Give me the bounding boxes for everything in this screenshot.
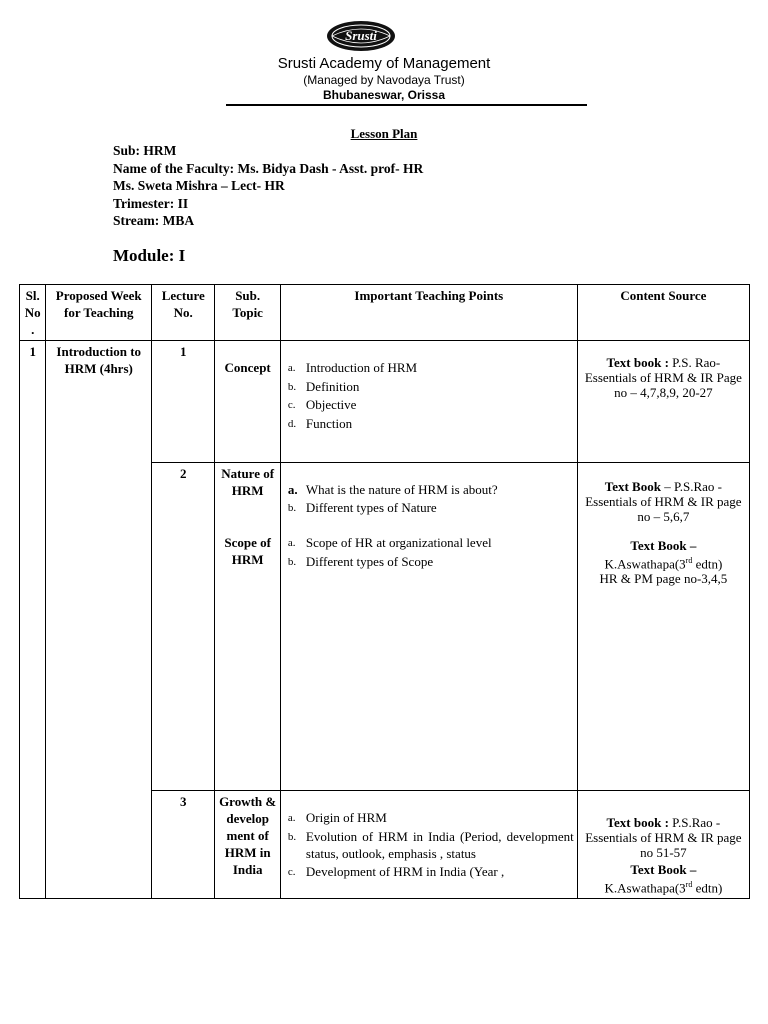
stream-line: Stream: MBA xyxy=(113,213,195,228)
subtopic-label: Scope of HRM xyxy=(224,535,271,567)
cell-subtopic xyxy=(215,341,280,463)
logo-text: Srusti xyxy=(345,28,377,43)
lesson-plan-title: Lesson Plan xyxy=(350,126,418,141)
header-week: Proposed Week for Teaching xyxy=(46,285,152,341)
header-points: Important Teaching Points xyxy=(280,285,577,341)
list-item: a. Introduction of HRM xyxy=(287,360,418,375)
cell-points xyxy=(280,463,577,791)
cell-source xyxy=(577,341,749,463)
list-item: b. Evolution of HRM in India (Period, development status, outlook, emphasis , status xyxy=(287,828,574,861)
cell-subtopic: Growth & develop ment of HRM in India xyxy=(215,791,280,899)
source-ref: Text Book – K.Aswathapa(3rd edtn) HR & PM page no-3,4,5 xyxy=(599,538,728,587)
module-heading: Module: I xyxy=(113,246,186,265)
list-item: c. Objective xyxy=(287,397,357,412)
list-item: a. Origin of HRM xyxy=(287,810,387,825)
header-divider xyxy=(226,104,587,106)
source-ref: Text Book – K.Aswathapa(3rd edtn) xyxy=(604,862,723,896)
srusti-logo xyxy=(326,20,396,52)
org-managed-by: (Managed by Navodaya Trust) xyxy=(303,73,465,87)
header-subtopic: Sub. Topic xyxy=(215,285,280,341)
faculty-line-2: Ms. Sweta Mishra – Lect- HR xyxy=(113,178,285,193)
table-header-row xyxy=(20,285,750,341)
cell-lecture-no: 3 xyxy=(152,791,215,899)
cell-points xyxy=(280,341,577,463)
list-item: a. What is the nature of HRM is about? xyxy=(287,482,498,497)
list-item: b. Definition xyxy=(287,378,360,394)
cell-source xyxy=(577,791,749,899)
cell-points xyxy=(280,791,577,899)
list-item: c. Development of HRM in India (Year , xyxy=(287,863,505,879)
cell-source xyxy=(577,463,749,791)
trimester-line: Trimester: II xyxy=(113,195,189,211)
org-name: Srusti Academy of Management xyxy=(277,55,491,72)
list-item: b. Different types of Nature xyxy=(287,499,437,515)
subtopic-label: Concept xyxy=(224,360,271,375)
cell-subtopic xyxy=(215,463,280,791)
lesson-plan-table xyxy=(19,284,750,899)
cell-lecture-no: 1 xyxy=(152,341,215,463)
header-source: Content Source xyxy=(577,285,749,341)
list-item: b. Different types of Scope xyxy=(287,553,434,569)
source-ref: Text book : P.S.Rao - Essentials of HRM & IR page no 51-57 xyxy=(585,815,742,860)
source-ref: Text book : P.S. Rao- Essentials of HRM & IR Page no – 4,7,8,9, 20-27 xyxy=(584,355,742,400)
plan-meta xyxy=(113,142,423,230)
faculty-line: Name of the Faculty: Ms. Bidya Dash - Asst. prof- HR xyxy=(113,160,424,176)
list-item: d. Function xyxy=(287,415,353,431)
org-location: Bhubaneswar, Orissa xyxy=(322,88,446,102)
subtopic-label: Nature of HRM xyxy=(221,466,275,498)
table-row xyxy=(20,341,750,463)
cell-lecture-no: 2 xyxy=(152,463,215,791)
subject-line: Sub: HRM xyxy=(113,143,177,158)
cell-sl: 1 xyxy=(20,341,46,899)
source-ref: Text Book – P.S.Rao - Essentials of HRM & IR page no – 5,6,7 xyxy=(585,479,742,524)
list-item: a. Scope of HR at organizational level xyxy=(287,535,492,550)
header-sl: Sl. No . xyxy=(20,285,46,341)
header-lecture: Lecture No. xyxy=(152,285,215,341)
cell-week: Introduction to HRM (4hrs) xyxy=(46,341,152,899)
